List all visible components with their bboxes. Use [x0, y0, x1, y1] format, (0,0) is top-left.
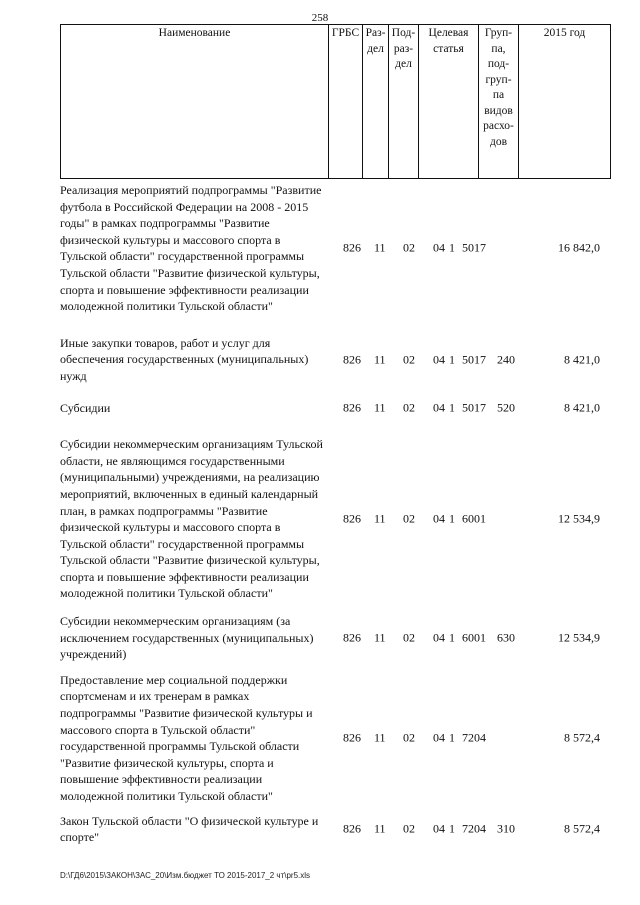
- table-row: [60, 813, 612, 846]
- row-celevaya-3: 7204: [462, 730, 486, 745]
- row-celevaya-2: 1: [449, 352, 455, 367]
- table-body: [60, 182, 612, 846]
- row-name: Субсидии: [60, 400, 111, 415]
- row-podrazdel: 02: [403, 630, 415, 645]
- table-row: [60, 436, 612, 602]
- row-grbs: 826: [343, 730, 361, 745]
- row-celevaya-1: 04: [433, 400, 445, 415]
- header-grbs: ГРБС: [329, 25, 363, 179]
- header-celevaya: Целевая статья: [419, 25, 479, 179]
- row-name: Предоставление мер социальной поддержки спортсменам и их тренерам в рамках подпрограммы "Развитие физической культуры и массового спорта в Тульской области" государственной программы Тульской области "Развитие физической культуры, спорта и повышение эффективности реализации молодежной политики Тульской области": [60, 672, 313, 803]
- row-grbs: 826: [343, 821, 361, 836]
- row-razdel: 11: [374, 730, 386, 745]
- row-razdel: 11: [374, 400, 386, 415]
- row-gruppa: 310: [497, 821, 515, 836]
- row-celevaya-1: 04: [433, 630, 445, 645]
- row-name: Иные закупки товаров, работ и услуг для обеспечения государственных (муниципальных) нужд: [60, 335, 309, 383]
- row-razdel: 11: [374, 352, 386, 367]
- table-row: [60, 335, 612, 385]
- table-row: [60, 182, 612, 315]
- row-gruppa: 630: [497, 630, 515, 645]
- row-value: 16 842,0: [558, 241, 600, 256]
- row-podrazdel: 02: [403, 730, 415, 745]
- row-grbs: 826: [343, 511, 361, 526]
- row-name: Субсидии некоммерческим организациям Тульской области, не являющимся государственными (муниципальными) учреждениями, на реализацию мероприятий, включенных в единый календарный план, в рамках подпрограммы "Развитие физической культуры и массового спорта в Тульской области" государственной программы Тульской области "Развитие физической культуры, спорта и повышение эффективности реализации молодежной политики Тульской области": [60, 437, 323, 601]
- row-name: Закон Тульской области "О физической культуре и спорте": [60, 813, 319, 845]
- row-gruppa: 520: [497, 400, 515, 415]
- table-row: [60, 672, 612, 805]
- row-podrazdel: 02: [403, 352, 415, 367]
- row-celevaya-3: 6001: [462, 511, 486, 526]
- row-celevaya-3: 5017: [462, 241, 486, 256]
- page-number: 258: [311, 12, 329, 24]
- row-name: Субсидии некоммерческим организациям (за исключением государственных (муниципальных) учреждений): [60, 614, 314, 662]
- row-celevaya-2: 1: [449, 821, 455, 836]
- row-grbs: 826: [343, 400, 361, 415]
- row-celevaya-2: 1: [449, 511, 455, 526]
- row-podrazdel: 02: [403, 511, 415, 526]
- row-celevaya-1: 04: [433, 241, 445, 256]
- row-celevaya-1: 04: [433, 352, 445, 367]
- row-value: 12 534,9: [558, 511, 600, 526]
- row-celevaya-1: 04: [433, 821, 445, 836]
- header-name: Наименование: [61, 25, 329, 179]
- row-grbs: 826: [343, 241, 361, 256]
- row-celevaya-3: 5017: [462, 352, 486, 367]
- header-podrazdel: Под- раз- дел: [389, 25, 419, 179]
- row-celevaya-3: 7204: [462, 821, 486, 836]
- row-name: Реализация мероприятий подпрограммы "Развитие футбола в Российской Федерации на 2008 - 2015 годы" в рамках подпрограммы "Развитие физической культуры и массового спорта в Тульской области" государственной программы Тульской области "Развитие физической культуры, спорта и повышение эффективности реализации молодежной политики Тульской области": [60, 183, 322, 314]
- row-value: 12 534,9: [558, 630, 600, 645]
- row-podrazdel: 02: [403, 821, 415, 836]
- row-value: 8 572,4: [564, 730, 600, 745]
- row-celevaya-1: 04: [433, 730, 445, 745]
- header-razdel: Раз- дел: [363, 25, 389, 179]
- row-celevaya-1: 04: [433, 511, 445, 526]
- row-celevaya-2: 1: [449, 241, 455, 256]
- row-razdel: 11: [374, 630, 386, 645]
- row-razdel: 11: [374, 241, 386, 256]
- row-grbs: 826: [343, 352, 361, 367]
- row-celevaya-3: 6001: [462, 630, 486, 645]
- row-razdel: 11: [374, 821, 386, 836]
- row-celevaya-2: 1: [449, 630, 455, 645]
- row-celevaya-2: 1: [449, 400, 455, 415]
- header-gruppa: Груп- па, под- груп- па видов расхо- дов: [479, 25, 519, 179]
- row-celevaya-3: 5017: [462, 400, 486, 415]
- row-value: 8 572,4: [564, 821, 600, 836]
- row-gruppa: 240: [497, 352, 515, 367]
- header-year: 2015 год: [519, 25, 611, 179]
- table-row: [60, 400, 612, 417]
- row-podrazdel: 02: [403, 241, 415, 256]
- table-row: [60, 613, 612, 663]
- row-razdel: 11: [374, 511, 386, 526]
- row-value: 8 421,0: [564, 352, 600, 367]
- row-podrazdel: 02: [403, 400, 415, 415]
- row-grbs: 826: [343, 630, 361, 645]
- row-celevaya-2: 1: [449, 730, 455, 745]
- row-value: 8 421,0: [564, 400, 600, 415]
- file-path-footer: D:\ГД6\2015\ЗАКОН\ЗАС_20\Изм.бюджет ТО 2015-2017_2 чт\pr5.xls: [60, 871, 311, 880]
- table-header: [60, 24, 611, 179]
